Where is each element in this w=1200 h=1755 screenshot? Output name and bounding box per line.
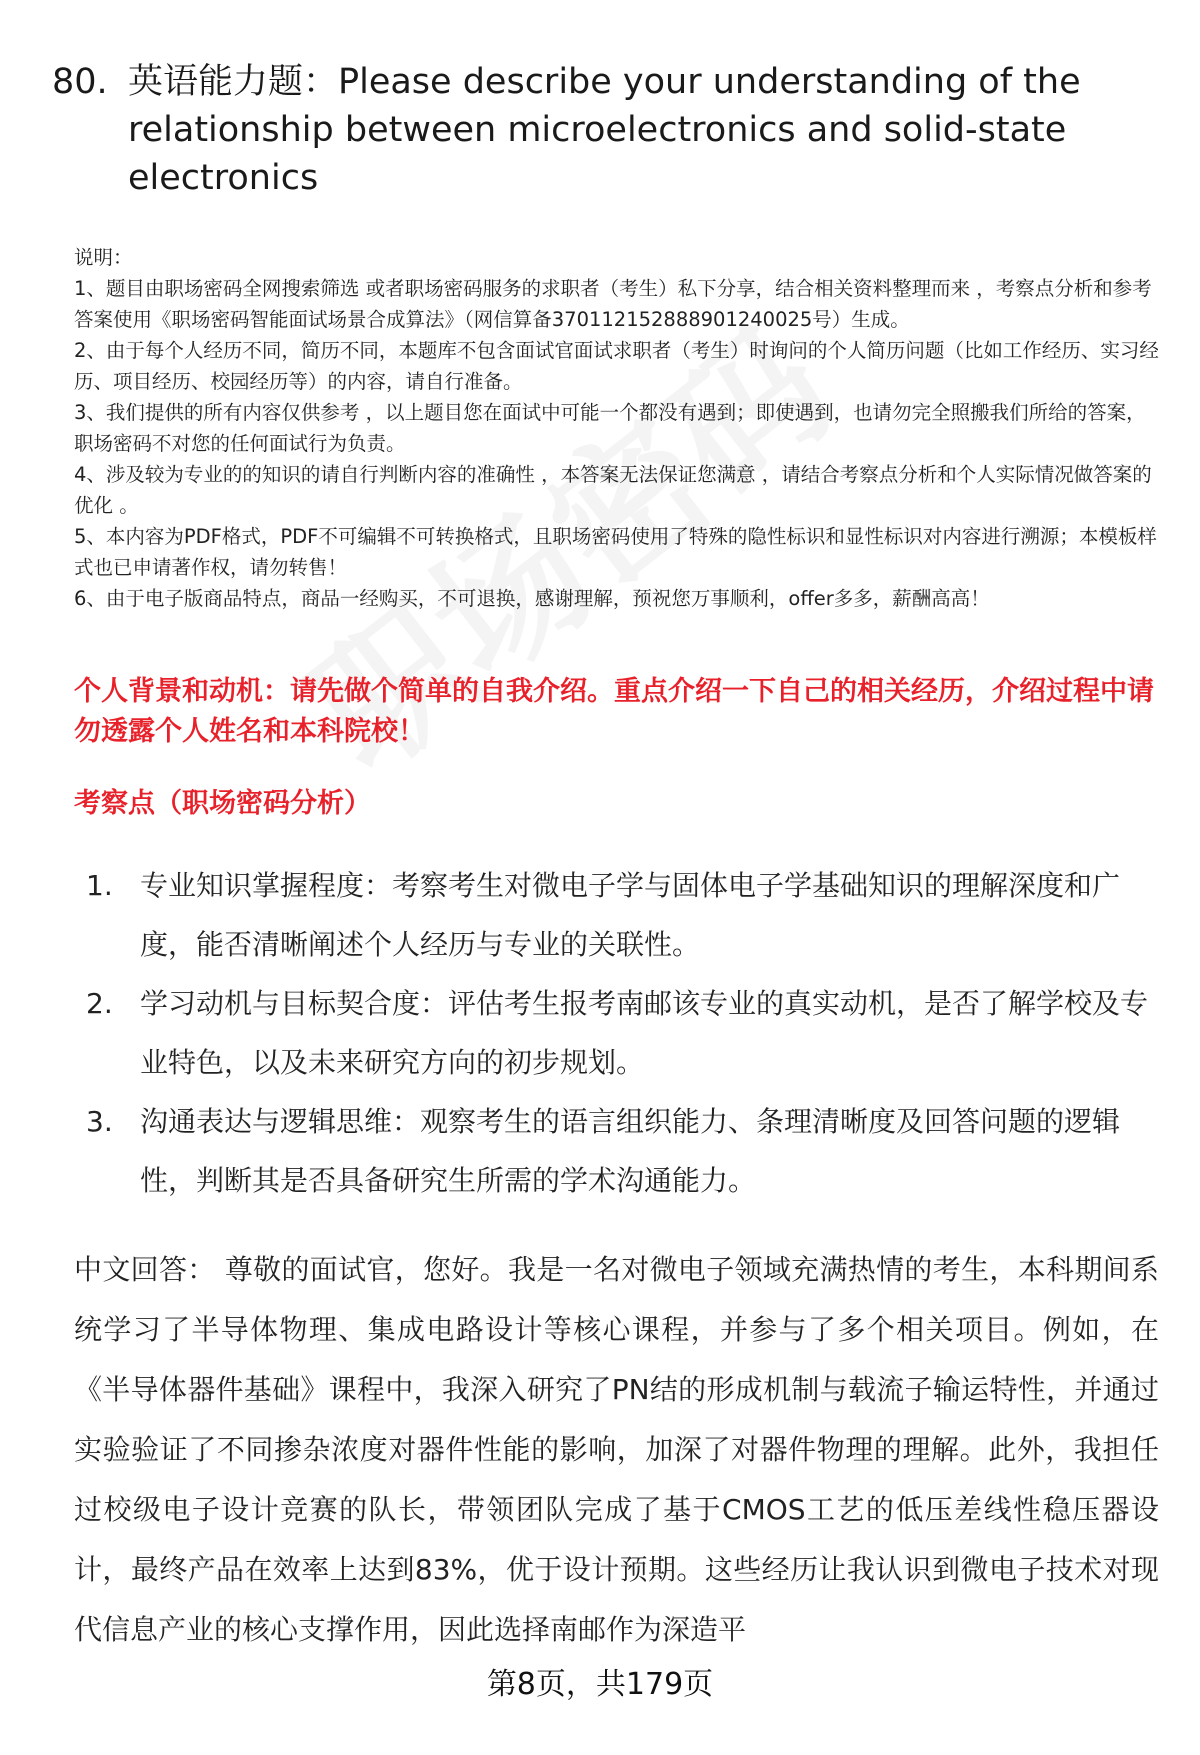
analysis-points-list bbox=[74, 856, 1159, 1210]
list-item bbox=[74, 1092, 1159, 1210]
page-footer: 第8页，共179页 bbox=[486, 1667, 714, 1702]
notes-title: 说明： bbox=[74, 246, 133, 269]
answer-label: 中文回答： bbox=[74, 1253, 216, 1286]
question-text: 英语能力题：Please describe your understanding of the relationship between microelectronics and solid-state electronics bbox=[128, 62, 1081, 198]
list-item bbox=[74, 974, 1159, 1092]
question-title bbox=[52, 58, 1152, 202]
note-item: 2、由于每个人经历不同，简历不同，本题库不包含面试官面试求职者（考生）时询问的个人简历问题（比如工作经历、实习经历、项目经历、校园经历等）的内容，请自行准备。 bbox=[74, 339, 1159, 393]
note-item: 4、涉及较为专业的的知识的请自行判断内容的准确性 ，本答案无法保证您满意 ，请结合考察点分析和个人实际情况做答案的优化 。 bbox=[74, 463, 1152, 517]
analysis-heading: 考察点（职场密码分析） bbox=[74, 788, 371, 819]
notes-section bbox=[74, 242, 1159, 614]
point-number: 1. bbox=[86, 869, 113, 902]
point-number: 2. bbox=[86, 987, 113, 1020]
point-number: 3. bbox=[86, 1105, 113, 1138]
note-item: 1、题目由职场密码全网搜索筛选 或者职场密码服务的求职者（考生）私下分享，结合相关资料整理而来 ，考察点分析和参考答案使用《职场密码智能面试场景合成算法》（网信算备370112152888901240025号）生成。 bbox=[74, 277, 1152, 331]
section-heading: 个人背景和动机：请先做个简单的自我介绍。重点介绍一下自己的相关经历，介绍过程中请勿透露个人姓名和本科院校！ bbox=[74, 676, 1154, 747]
list-item bbox=[74, 856, 1159, 974]
answer-text: 尊敬的面试官，您好。我是一名对微电子领域充满热情的考生，本科期间系统学习了半导体物理、集成电路设计等核心课程，并参与了多个相关项目。例如，在《半导体器件基础》课程中，我深入研究了PN结的形成机制与载流子输运特性，并通过实验验证了不同掺杂浓度对器件性能的影响，加深了对器件物理的理解。此外，我担任过校级电子设计竞赛的队长，带领团队完成了基于CMOS工艺的低压差线性稳压器设计，最终产品在效率上达到83%，优于设计预期。这些经历让我认识到微电子技术对现代信息产业的核心支撑作用，因此选择南邮作为深造平 bbox=[74, 1253, 1159, 1646]
point-text: 学习动机与目标契合度：评估考生报考南邮该专业的真实动机，是否了解学校及专业特色，以及未来研究方向的初步规划。 bbox=[140, 987, 1149, 1079]
note-item: 3、我们提供的所有内容仅供参考 ，以上题目您在面试中可能一个都没有遇到；即使遇到，也请勿完全照搬我们所给的答案，职场密码不对您的任何面试行为负责。 bbox=[74, 401, 1146, 455]
note-item: 5、本内容为PDF格式，PDF不可编辑不可转换格式，且职场密码使用了特殊的隐性标识和显性标识对内容进行溯源；本模板样式也已申请著作权，请勿转售！ bbox=[74, 525, 1157, 579]
point-text: 沟通表达与逻辑思维：观察考生的语言组织能力、条理清晰度及回答问题的逻辑性，判断其是否具备研究生所需的学术沟通能力。 bbox=[140, 1105, 1121, 1197]
answer-paragraph bbox=[74, 1240, 1159, 1660]
question-number: 80. bbox=[52, 62, 108, 102]
note-item: 6、由于电子版商品特点，商品一经购买，不可退换，感谢理解，预祝您万事顺利，offer多多，薪酬高高！ bbox=[74, 587, 990, 610]
point-text: 专业知识掌握程度：考察考生对微电子学与固体电子学基础知识的理解深度和广度，能否清晰阐述个人经历与专业的关联性。 bbox=[140, 869, 1121, 961]
